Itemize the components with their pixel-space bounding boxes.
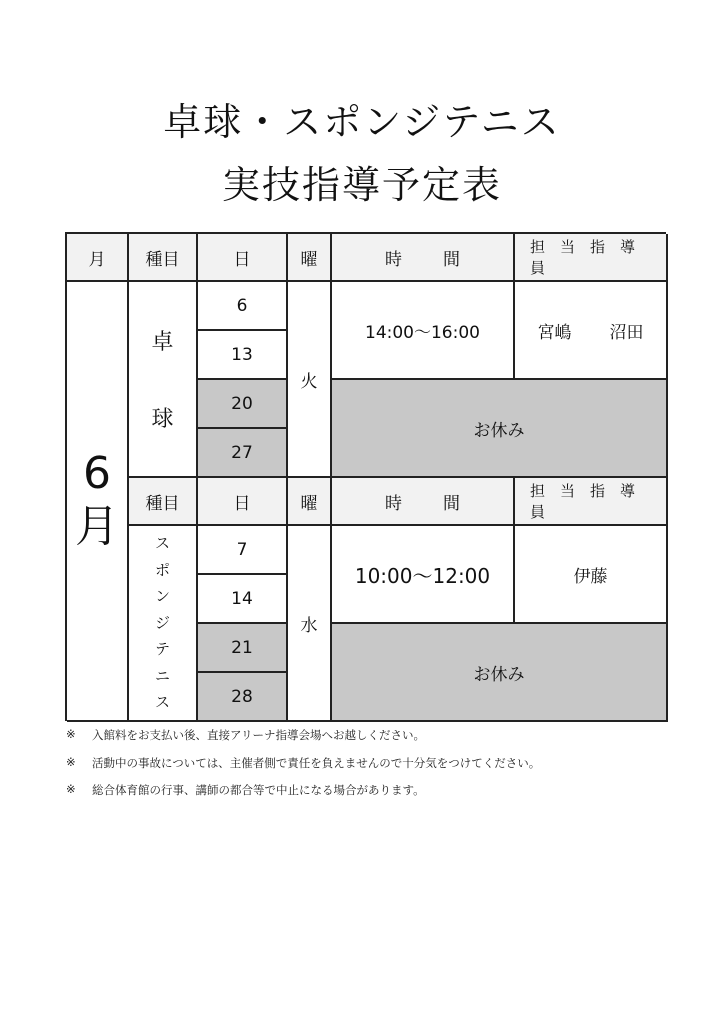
sport-table-tennis [129, 282, 198, 478]
staff-name: 沼田 [609, 322, 644, 343]
sport-sponge-tennis [129, 526, 198, 722]
page-title: 卓球・スポンジテニス [163, 100, 561, 144]
month-number: 6 [83, 448, 111, 500]
note-text: 入館料をお支払い後、直接アリーナ指導会場へお越しください。 [92, 728, 426, 742]
header-event: 種目 [129, 478, 198, 526]
header-staff: 担当指導員 [515, 478, 668, 526]
staff-name: 宮嶋 [537, 322, 572, 343]
sport-char: ス [154, 534, 170, 552]
note-item [66, 727, 666, 755]
time-cell: 14:00〜16:00 [332, 282, 515, 380]
header-day: 日 [198, 478, 288, 526]
schedule-table [65, 232, 666, 721]
date-cell-closed: 21 [198, 624, 288, 673]
date-cell: 7 [198, 526, 288, 575]
header-event: 種目 [129, 234, 198, 282]
sport-char: 球 [151, 407, 174, 432]
sport-char: ン [154, 587, 170, 605]
sport-char: ニ [154, 666, 170, 685]
header-weekday: 曜 [288, 478, 332, 526]
sport-char: ジ [154, 613, 170, 632]
note-mark: ※ [66, 754, 76, 769]
weekday-cell: 水 [288, 526, 332, 722]
time-cell: 10:00〜12:00 [332, 526, 515, 624]
date-cell: 6 [198, 282, 288, 331]
date-cell: 13 [198, 331, 288, 380]
note-mark: ※ [66, 727, 76, 741]
page-subtitle: 実技指導予定表 [221, 163, 502, 207]
sport-char: 卓 [151, 330, 174, 355]
date-cell: 14 [198, 575, 288, 624]
note-text: 活動中の事故については、主催者側で責任を負えませんので十分気をつけてください。 [92, 755, 541, 770]
note-mark: ※ [66, 782, 76, 796]
sport-char: テ [154, 640, 170, 658]
header-time: 時 間 [332, 478, 515, 526]
header-staff: 担当指導員 [515, 234, 668, 282]
notes [66, 727, 666, 810]
date-cell-closed: 28 [198, 673, 288, 722]
month-cell [67, 282, 129, 722]
header-day: 日 [198, 234, 288, 282]
month-unit: 月 [75, 501, 119, 552]
weekday-cell: 火 [288, 282, 332, 478]
staff-cell: 伊藤 [515, 526, 668, 624]
date-cell-closed: 20 [198, 380, 288, 429]
sport-char: ス [154, 693, 170, 711]
note-text: 総合体育館の行事、講師の都合等で中止になる場合があります。 [92, 783, 425, 797]
staff-cell [515, 282, 668, 380]
note-item [66, 755, 666, 783]
date-cell-closed: 27 [198, 429, 288, 478]
note-item [66, 782, 666, 810]
closed-cell: お休み [332, 624, 668, 722]
header-weekday: 曜 [288, 234, 332, 282]
header-time: 時 間 [332, 234, 515, 282]
header-month: 月 [67, 234, 129, 282]
closed-cell: お休み [332, 380, 668, 478]
sport-char: ポ [154, 560, 170, 579]
